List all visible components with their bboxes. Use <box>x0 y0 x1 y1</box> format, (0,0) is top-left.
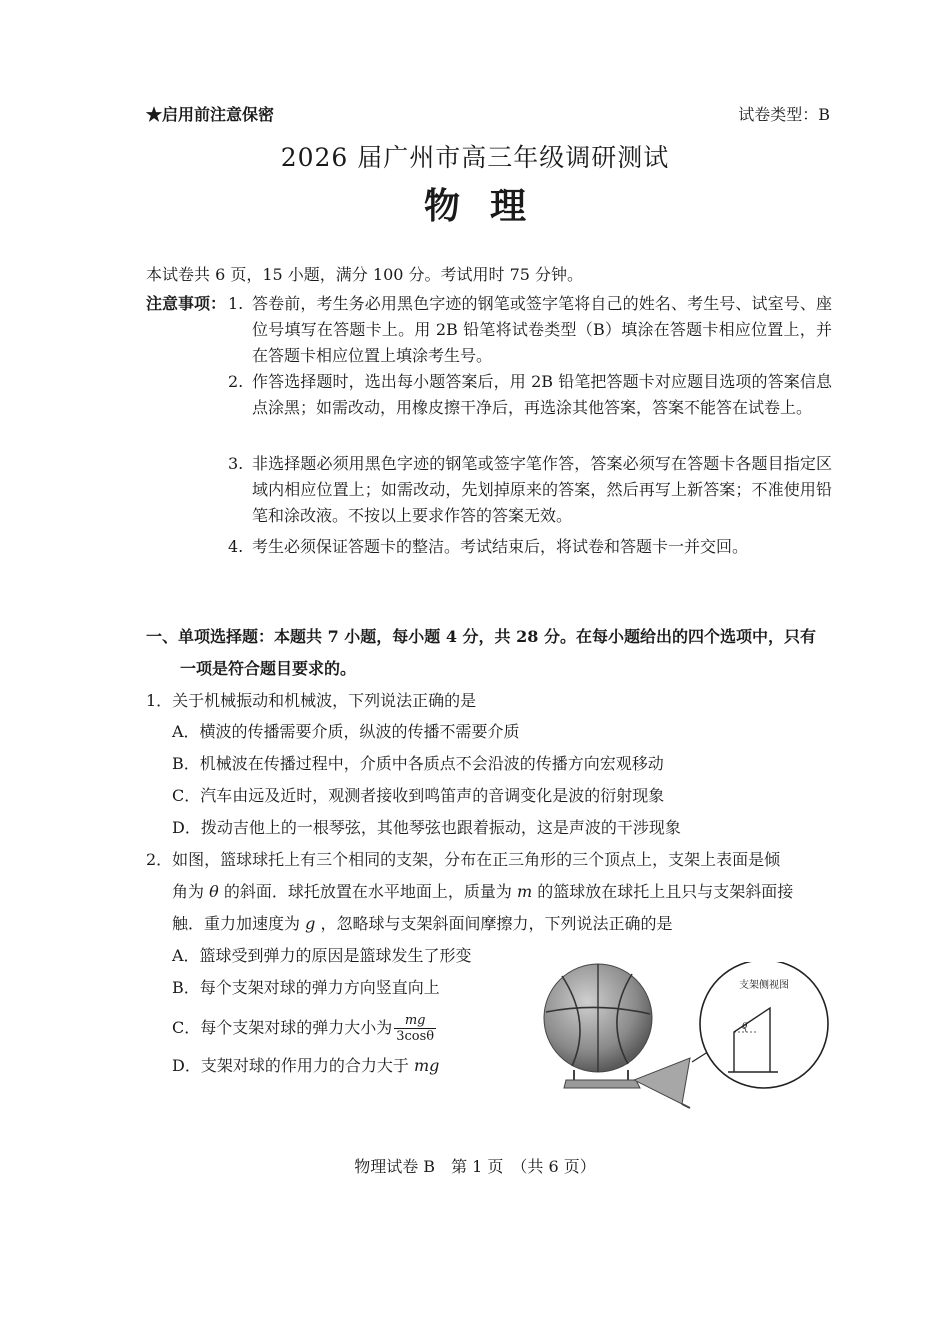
question-1-option-c: C．汽车由远及近时，观测者接收到鸣笛声的音调变化是波的衍射现象 <box>172 786 665 805</box>
question-2-stem-line1: 2．如图，篮球球托上有三个相同的支架，分布在正三角形的三个顶点上，支架上表面是倾 <box>146 850 781 869</box>
page-footer: 物理试卷 B 第 1 页 （共 6 页） <box>354 1157 596 1176</box>
question-1-stem: 1．关于机械振动和机械波，下列说法正确的是 <box>146 691 477 710</box>
note-number: 3. <box>228 454 244 473</box>
gravity-symbol: g <box>305 914 316 933</box>
notes-label: 注意事项： <box>146 294 227 313</box>
question-2-option-c <box>172 1012 436 1044</box>
question-2-stem-line3 <box>172 908 672 940</box>
question-1-option-a: A．横波的传播需要介质，纵波的传播不需要介质 <box>172 722 520 741</box>
holder-leg <box>682 1104 690 1108</box>
question-2-stem-line2 <box>172 876 793 908</box>
option-text: C．每个支架对球的弹力大小为 <box>172 1018 393 1037</box>
theta-symbol: θ <box>209 882 219 901</box>
note-item-2 <box>228 369 838 449</box>
exam-title: 2026 届广州市高三年级调研测试 <box>280 143 670 172</box>
ball-stand <box>564 1080 640 1088</box>
note-number: 1. <box>228 294 244 313</box>
section-heading: 一、单项选择题：本题共 7 小题，每小题 4 分，共 28 分。在每小题给出的四个选项中，只有 <box>146 627 816 646</box>
paper-type: 试卷类型：B <box>738 105 830 124</box>
confidential-notice: ★启用前注意保密 <box>146 105 275 124</box>
question-1-option-b: B．机械波在传播过程中，介质中各质点不会沿波的传播方向宏观移动 <box>172 754 664 773</box>
note-item-3 <box>228 451 838 531</box>
question-1-option-d: D．拨动吉他上的一根琴弦，其他琴弦也跟着振动，这是声波的干涉现象 <box>172 818 681 837</box>
triangle-holder <box>634 1058 690 1104</box>
side-view-label: 支架侧视图 <box>739 980 789 991</box>
note-text: 作答选择题时，选出每小题答案后，用 2B 铅笔把答题卡对应题目选项的答案信息点涂黑；如需改动，用橡皮擦干净后，再选涂其他答案，答案不能答在试卷上。 <box>252 372 832 417</box>
note-number: 2. <box>228 372 244 391</box>
subject-title: 物理 <box>423 185 556 227</box>
note-text: 非选择题必须用黑色字迹的钢笔或签字笔作答，答案必须写在答题卡各题目指定区域内相应位置上；如需改动，先划掉原来的答案，然后再写上新答案；不准使用铅笔和涂改液。不按以上要求作答的答案无效。 <box>252 454 832 525</box>
note-text: 考生必须保证答题卡的整洁。考试结束后，将试卷和答题卡一并交回。 <box>252 537 749 556</box>
force-fraction <box>394 1013 436 1044</box>
question-2-option-a: A．篮球受到弹力的原因是篮球发生了形变 <box>172 946 472 965</box>
basketball-holder-figure <box>542 962 834 1114</box>
question-2-option-d <box>172 1050 439 1082</box>
exam-intro: 本试卷共 6 页，15 小题，满分 100 分。考试用时 75 分钟。 <box>146 265 584 284</box>
fraction-denominator: 3cosθ <box>396 1029 435 1044</box>
fraction-numerator: mg <box>394 1013 436 1029</box>
note-number: 4. <box>228 537 244 556</box>
stem-text: 触．重力加速度为 <box>172 914 301 933</box>
mg-symbol: mg <box>413 1056 440 1075</box>
stem-text: 的篮球放在球托上且只与支架斜面接 <box>537 882 794 901</box>
option-text: D．支架对球的作用力的合力大于 <box>172 1056 409 1075</box>
mass-symbol: m <box>516 882 533 901</box>
stem-text: 角为 <box>172 882 205 901</box>
basketball-photo <box>544 964 690 1108</box>
note-item-4 <box>228 534 838 562</box>
section-heading-cont: 一项是符合题目要求的。 <box>180 659 357 678</box>
note-item-1 <box>228 291 838 371</box>
stem-text: 的斜面．球托放置在水平地面上，质量为 <box>223 882 512 901</box>
stem-text: ，忽略球与支架斜面间摩擦力，下列说法正确的是 <box>320 914 673 933</box>
angle-theta-label: θ <box>742 1022 748 1032</box>
note-text: 答卷前，考生务必用黑色字迹的钢笔或签字笔将自己的姓名、考生号、试室号、座位号填写在答题卡上。用 2B 铅笔将试卷类型（B）填涂在答题卡相应位置上，并在答题卡相应位置上填涂考生号。 <box>252 294 832 365</box>
question-2-option-b: B．每个支架对球的弹力方向竖直向上 <box>172 978 440 997</box>
